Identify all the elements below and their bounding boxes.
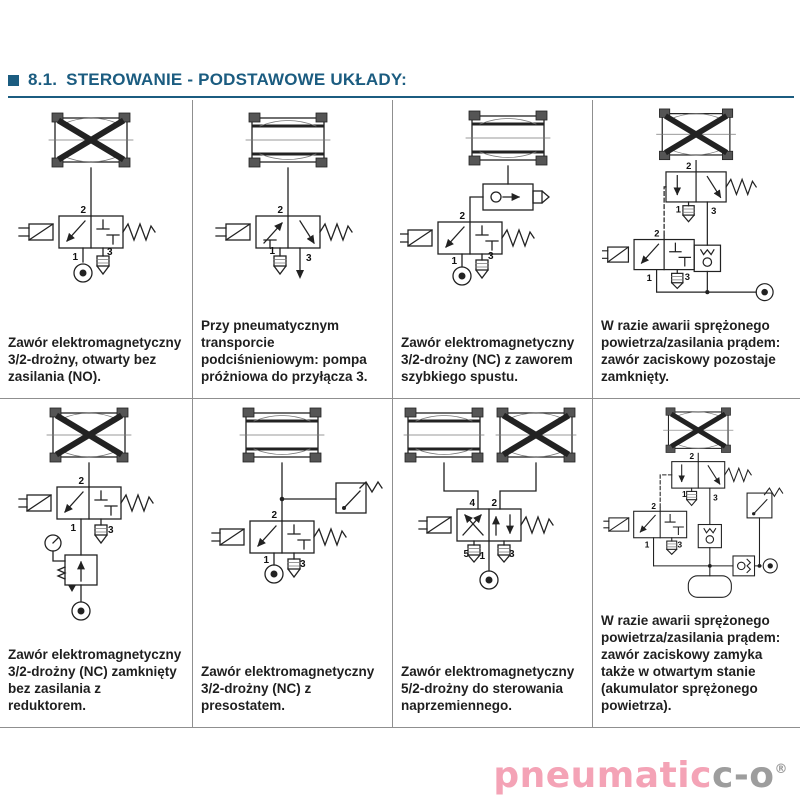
port-label: 1 (70, 523, 76, 534)
junction-dot (279, 497, 284, 502)
solenoid-icon (603, 518, 628, 531)
solenoid-icon (602, 247, 628, 262)
accumulator-icon (688, 576, 731, 598)
spring-icon (521, 517, 553, 533)
circuit-cell-4 (593, 100, 800, 399)
section-number: 8.1. (28, 70, 58, 89)
circuit-cell-6 (193, 399, 393, 728)
port-label: 1 (450, 256, 457, 267)
circuit-cell-8 (593, 399, 800, 728)
schematic-vacuum (200, 108, 386, 303)
pipe-line (470, 197, 483, 222)
pinch-valve-open-symbol (246, 113, 330, 167)
circuit-cell-7 (393, 399, 593, 728)
air-source-icon (453, 267, 471, 285)
pipe-line (444, 463, 536, 509)
circuit-caption: W razie awarii sprężonego powietrza/zasilania prądem: zawór zaciskowy zamyka także w otwartym stanie (akumulator sprężonego powietrza). (601, 613, 781, 713)
circuit-caption: Zawór elektromagnetyczny 3/2-drożny (NC) zamknięty bez zasilania z reduktorem. (8, 647, 182, 713)
silencer-icon (468, 545, 480, 562)
solenoid-valve-5-2-symbol (419, 509, 553, 571)
silencer-icon (682, 206, 693, 222)
port-label: 1 (644, 540, 649, 550)
solenoid-icon (400, 230, 432, 246)
solenoid-valve-3-2-symbol (212, 521, 346, 565)
pinch-valve-open-symbol (466, 111, 550, 165)
junction-dot (705, 290, 709, 294)
circuit-cell-1 (0, 100, 193, 399)
solenoid-valve-3-2-symbol (216, 216, 352, 272)
port-label: 1 (478, 551, 485, 562)
pinch-valve-closed-symbol (663, 408, 733, 453)
solenoid-valve-3-2-symbol (19, 487, 153, 555)
air-source-icon (480, 571, 498, 589)
port-label: 3 (684, 270, 690, 282)
solenoid-icon (19, 495, 51, 511)
pressure-switch-icon (336, 482, 382, 513)
diagram-5 (0, 399, 192, 632)
port-label: 3 (107, 247, 113, 258)
pressure-regulator-icon (45, 535, 97, 592)
circuit-caption: Zawór elektromagnetyczny 3/2-drożny (NC) z zaworem szybkiego spustu. (401, 335, 575, 384)
schematic-pressure-switch (200, 407, 386, 617)
silencer-icon (95, 525, 107, 543)
port-label: 3 (677, 540, 682, 550)
pinch-valve-closed-symbol (656, 109, 735, 160)
port-label: 1 (72, 252, 78, 263)
logo-text-primary: pneumatic (493, 755, 712, 796)
solenoid-valve-3-2-symbol (400, 222, 534, 266)
quick-exhaust-valve-icon (483, 184, 549, 210)
port-label: 1 (681, 490, 687, 500)
port-label: 3 (108, 525, 114, 536)
air-source-icon (74, 264, 92, 282)
air-source-icon (72, 602, 90, 620)
pressure-switch-icon (747, 488, 783, 518)
silencer-icon (476, 260, 488, 278)
spring-icon (314, 529, 346, 545)
port-label: 2 (78, 476, 84, 487)
spring-icon (726, 179, 756, 194)
circuit-cell-3 (393, 100, 593, 399)
drain-icon (68, 585, 76, 592)
schematic-fail-closed (602, 108, 792, 310)
air-source-icon (265, 565, 283, 583)
solenoid-valve-3-2-symbol (19, 216, 155, 262)
diagram-7 (393, 399, 592, 617)
port-label: 3 (487, 251, 494, 262)
port-label: 2 (490, 498, 497, 509)
spring-icon (764, 488, 782, 496)
spring-icon (502, 230, 534, 246)
pinch-valve-closed-symbol (496, 408, 576, 462)
schematic-quick-exhaust (400, 108, 586, 308)
diagram-6 (193, 399, 392, 617)
circuit-caption: Zawór elektromagnetyczny 3/2-drożny (NC) z presostatem. (201, 664, 375, 713)
port-label: 3 (712, 493, 718, 503)
schematic-regulator (3, 407, 189, 632)
pinch-valve-closed-symbol (47, 408, 131, 462)
port-label: 2 (650, 501, 656, 511)
diagram-4 (593, 100, 800, 310)
section-title: STEROWANIE - PODSTAWOWE UKŁADY: (66, 70, 407, 89)
schematic-5-2 (400, 407, 586, 617)
port-label: 3 (305, 253, 312, 264)
solenoid-icon (216, 224, 250, 240)
pressure-gauge-icon (45, 535, 65, 561)
circuit-caption: Zawór elektromagnetyczny 3/2-drożny, otwarty bez zasilania (NO). (8, 335, 182, 384)
port-label: 3 (299, 559, 306, 570)
port-label: 1 (262, 555, 269, 566)
check-valve-icon (733, 556, 755, 576)
port-label: 3 (508, 549, 515, 560)
circuit-caption: W razie awarii sprężonego powietrza/zasilania prądem: zawór zaciskowy pozostaje zamknięty. (601, 318, 781, 384)
solenoid-icon (212, 529, 244, 545)
silencer-icon (686, 491, 696, 505)
silencer-icon (666, 541, 676, 554)
pinch-valve-open-symbol (240, 408, 324, 462)
port-label: 1 (675, 203, 681, 215)
vacuum-arrow-icon (296, 270, 304, 279)
solenoid-icon (19, 224, 53, 240)
section-bullet-icon (8, 75, 19, 86)
spring-icon (123, 224, 155, 240)
port-label: 2 (270, 510, 277, 521)
port-label: 4 (468, 498, 475, 509)
silencer-icon (671, 273, 682, 288)
spring-icon (724, 468, 750, 481)
circuit-grid (0, 100, 800, 728)
port-label: 5 (462, 549, 469, 560)
circuit-caption: Zawór elektromagnetyczny 5/2-drożny do sterowania naprzemiennego. (401, 664, 575, 713)
spring-icon (320, 224, 352, 240)
pneumatico-logo (493, 755, 788, 796)
diagram-2 (193, 100, 392, 303)
circuit-cell-5 (0, 399, 193, 728)
silencer-icon (97, 256, 109, 274)
circuit-cell-2 (193, 100, 393, 399)
check-valve-icon (694, 245, 720, 271)
pilot-line (660, 475, 672, 508)
silencer-icon (288, 559, 300, 577)
diagram-1 (0, 100, 192, 303)
port-label: 2 (458, 211, 465, 222)
section-header (8, 70, 794, 98)
solenoid-valve-3-2-symbol (602, 236, 694, 274)
port-label: 1 (646, 271, 652, 283)
port-label: 2 (80, 205, 86, 216)
check-valve-icon (698, 525, 721, 548)
logo-text-secondary: c-o (711, 755, 775, 796)
solenoid-valve-3-2-symbol (603, 508, 686, 566)
circuit-caption: Przy pneumatycznym transporcie podciśnieniowym: pompa próżniowa do przyłącza 3. (201, 318, 368, 384)
solenoid-icon (419, 517, 451, 533)
pinch-valve-open-symbol (404, 408, 484, 462)
pipe-line (653, 548, 761, 566)
air-source-icon (756, 284, 773, 301)
silencer-icon (274, 256, 286, 274)
diagram-8 (593, 399, 800, 599)
schematic-accumulator (602, 407, 792, 599)
air-source-icon (763, 559, 777, 573)
port-label: 3 (710, 205, 716, 217)
port-label: 2 (688, 452, 694, 462)
port-label: 2 (276, 205, 283, 216)
port-label: 1 (268, 246, 275, 257)
schematic-3-2-no (3, 108, 189, 303)
spring-icon (121, 495, 153, 511)
pinch-valve-closed-symbol (49, 113, 133, 167)
diagram-3 (393, 100, 592, 308)
registered-trademark-icon: ® (774, 762, 788, 777)
port-label: 2 (653, 227, 659, 239)
port-label: 2 (685, 160, 691, 172)
pipe-line (282, 463, 336, 521)
regulator-spring-icon (58, 567, 65, 579)
